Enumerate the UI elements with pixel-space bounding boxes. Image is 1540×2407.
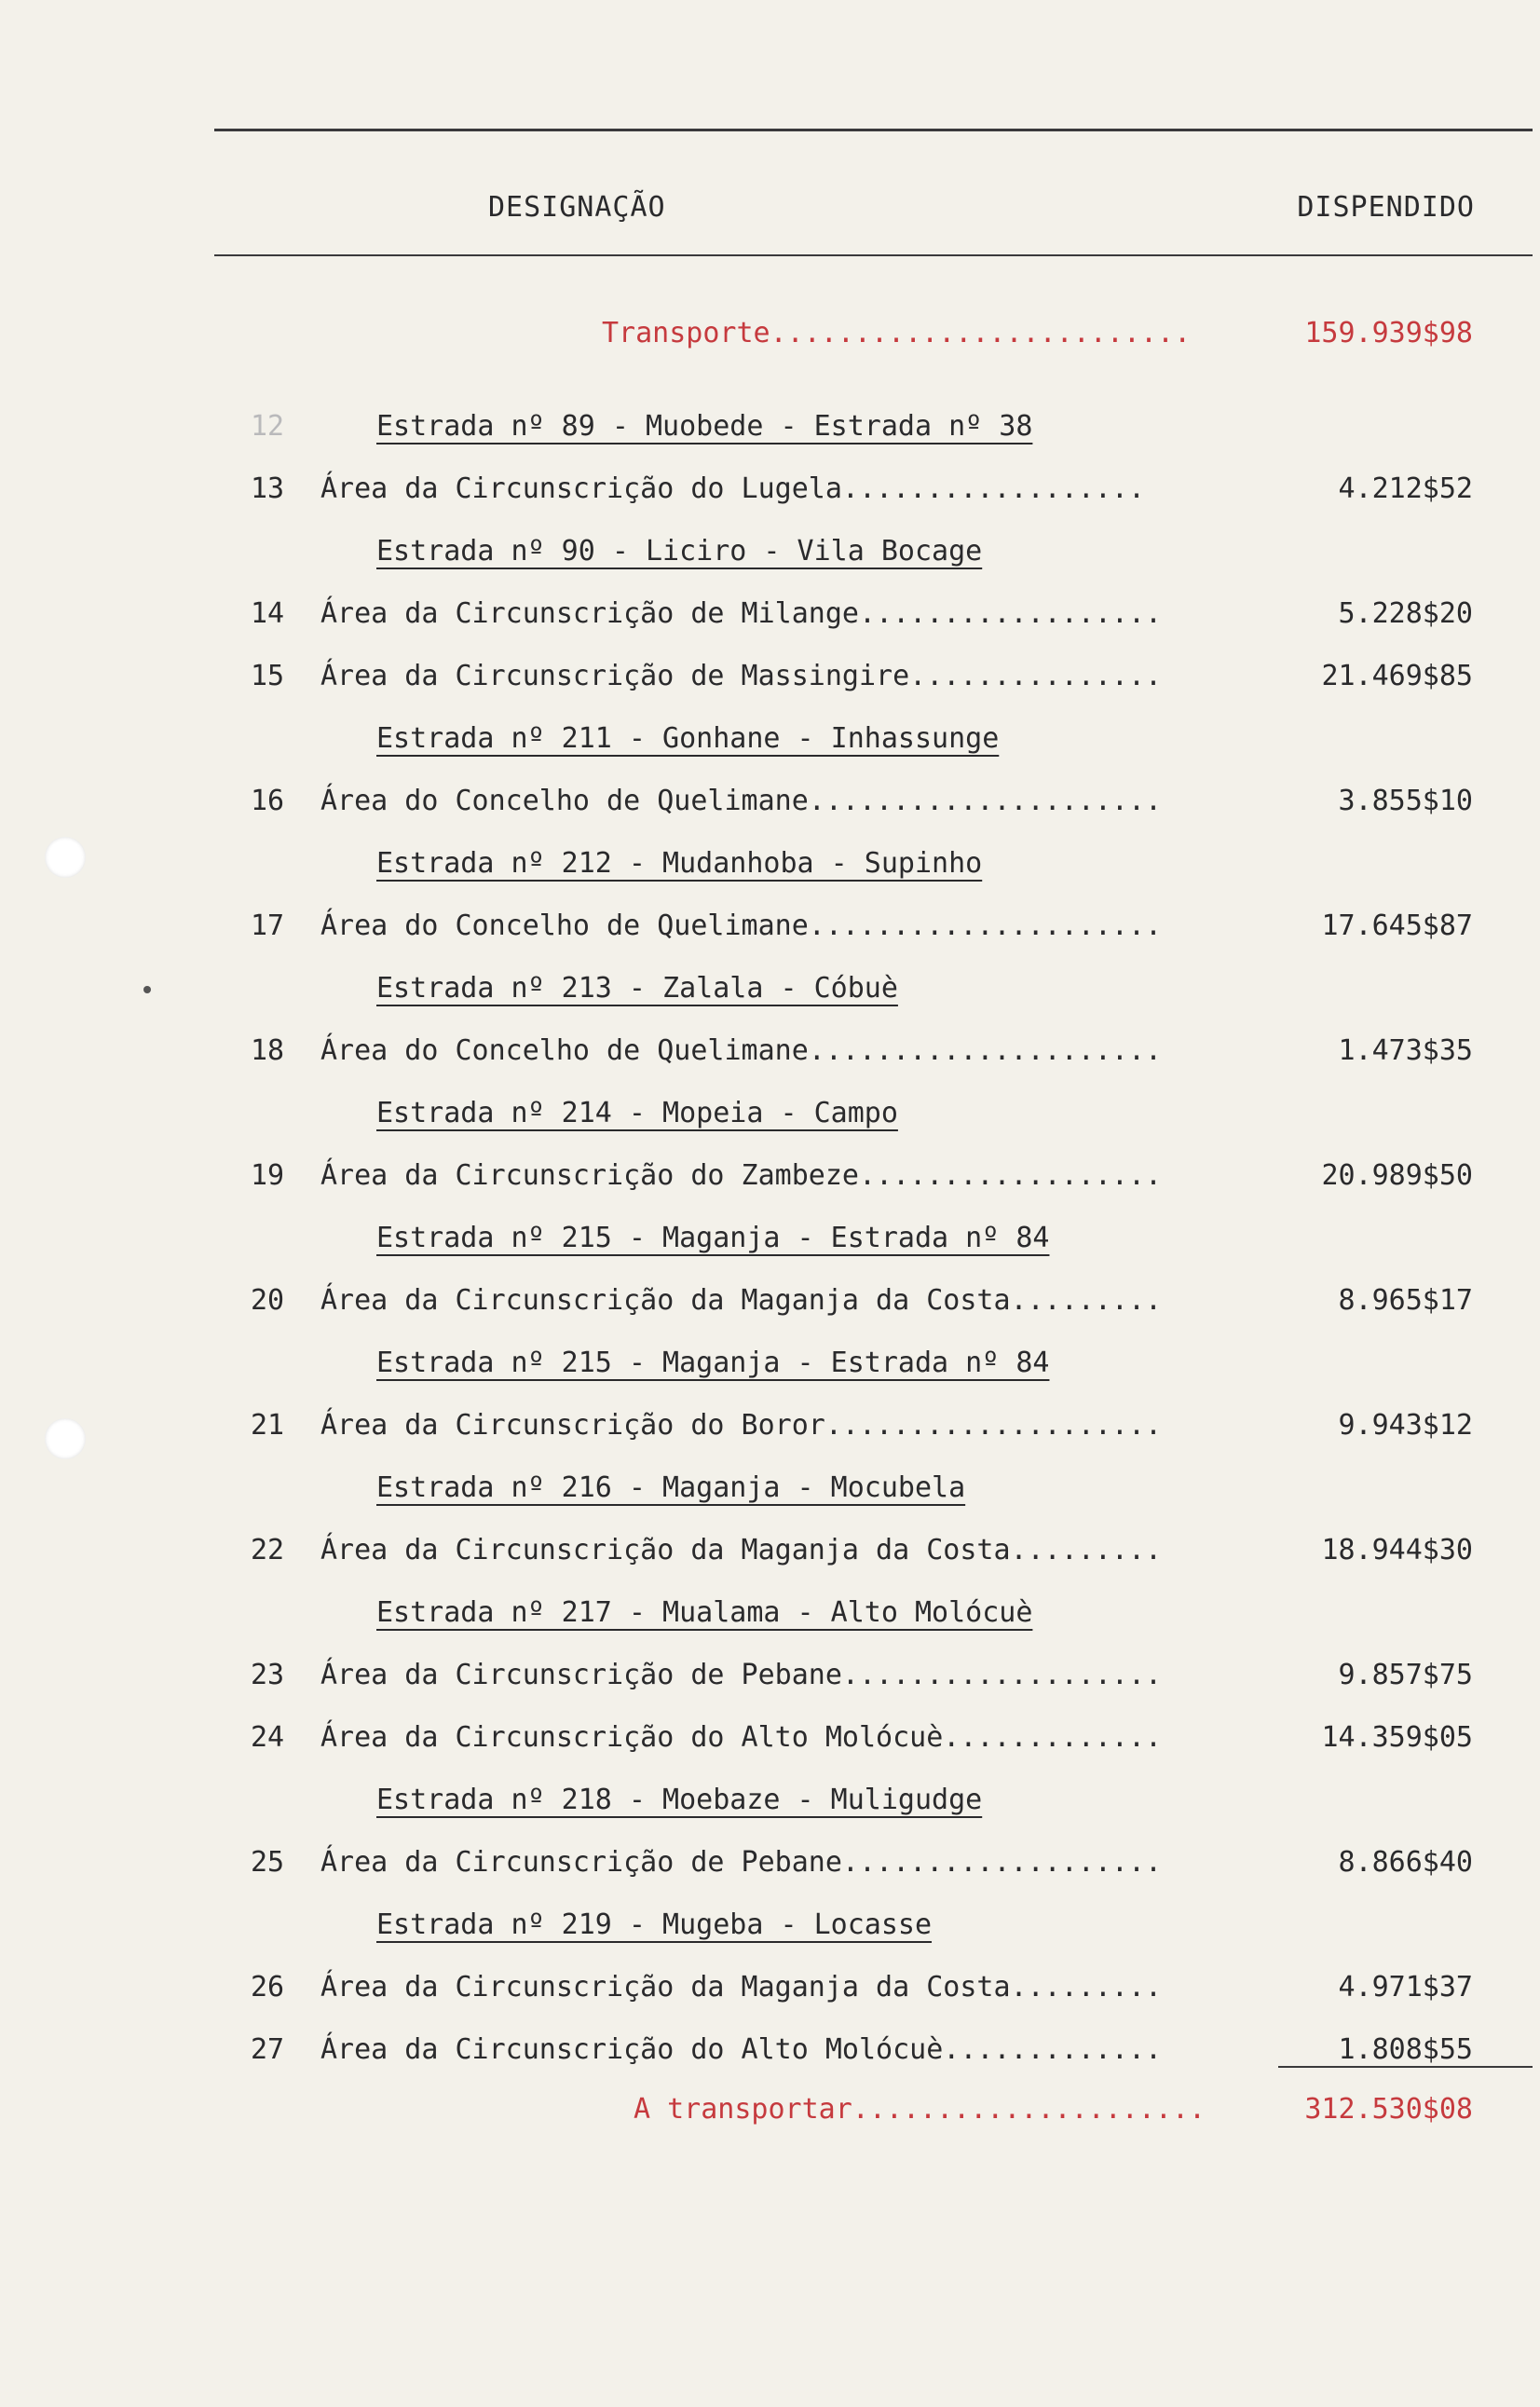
row-description: Área da Circunscrição da Maganja da Costa......... [320,1284,1163,1317]
row-amount: 21.469$85 [1321,660,1473,692]
row-number: 22 [250,1534,285,1566]
row-number: 20 [250,1284,285,1317]
row-description: Área da Circunscrição do Boror.................... [320,1409,1163,1442]
row-amount: 20.989$50 [1321,1159,1473,1192]
road-heading: Estrada nº 218 - Moebaze - Muligudge [376,1784,983,1816]
row-description: Área da Circunscrição de Milange.................. [320,597,1163,630]
row-amount: 5.228$20 [1338,597,1473,630]
header-rule [214,254,1533,256]
row-amount: 1.473$35 [1338,1034,1473,1067]
row-description: Área da Circunscrição da Maganja da Costa......... [320,1534,1163,1566]
carried-out-label: A transportar..................... [634,2093,1206,2126]
row-description: Área da Circunscrição de Pebane................... [320,1846,1163,1879]
road-heading: Estrada nº 213 - Zalala - Cóbuè [376,972,898,1005]
road-heading: Estrada nº 219 - Mugeba - Locasse [376,1908,933,1941]
row-amount: 9.857$75 [1338,1659,1473,1691]
row-number: 16 [250,785,285,817]
row-description: Área da Circunscrição do Zambeze.................. [320,1159,1163,1192]
ink-speck [143,986,151,993]
row-description: Área da Circunscrição do Lugela.................. [320,472,1146,505]
row-description: Área da Circunscrição de Pebane................... [320,1659,1163,1691]
row-number: 14 [250,597,285,630]
row-number: 25 [250,1846,285,1879]
top-rule [214,129,1533,131]
carried-out-amount: 312.530$08 [1304,2093,1473,2126]
row-amount: 14.359$05 [1321,1721,1473,1754]
row-amount: 9.943$12 [1338,1409,1473,1442]
row-number: 17 [250,909,285,942]
total-rule [1278,2066,1533,2068]
row-description: Área do Concelho de Quelimane..................... [320,1034,1163,1067]
row-description: Área do Concelho de Quelimane..................... [320,785,1163,817]
punch-hole-lower [45,1418,86,1459]
row-number-faint: 12 [250,410,285,443]
road-heading: Estrada nº 90 - Liciro - Vila Bocage [376,535,983,568]
row-number: 19 [250,1159,285,1192]
carried-in-amount: 159.939$98 [1304,317,1473,349]
header-dispendido: DISPENDIDO [1297,191,1475,224]
road-heading: Estrada nº 215 - Maganja - Estrada nº 84 [376,1222,1050,1254]
row-number: 15 [250,660,285,692]
road-heading: Estrada nº 211 - Gonhane - Inhassunge [376,722,1000,755]
row-amount: 8.866$40 [1338,1846,1473,1879]
row-amount: 4.212$52 [1338,472,1473,505]
row-number: 24 [250,1721,285,1754]
carried-in-label: Transporte......................... [602,317,1192,349]
row-number: 18 [250,1034,285,1067]
row-description: Área da Circunscrição da Maganja da Costa......... [320,1971,1163,2004]
road-heading: Estrada nº 215 - Maganja - Estrada nº 84 [376,1347,1050,1379]
header-designacao: DESIGNAÇÃO [488,191,666,224]
road-heading: Estrada nº 214 - Mopeia - Campo [376,1097,898,1129]
row-amount: 4.971$37 [1338,1971,1473,2004]
row-description: Área da Circunscrição do Alto Molócuè............. [320,1721,1163,1754]
row-number: 23 [250,1659,285,1691]
road-heading: Estrada nº 216 - Maganja - Mocubela [376,1471,966,1504]
row-number: 26 [250,1971,285,2004]
row-amount: 3.855$10 [1338,785,1473,817]
row-amount: 1.808$55 [1338,2033,1473,2066]
row-amount: 8.965$17 [1338,1284,1473,1317]
row-description: Área da Circunscrição de Massingire............... [320,660,1163,692]
road-heading: Estrada nº 89 - Muobede - Estrada nº 38 [376,410,1033,443]
row-amount: 17.645$87 [1321,909,1473,942]
row-number: 21 [250,1409,285,1442]
row-description: Área da Circunscrição do Alto Molócuè............. [320,2033,1163,2066]
row-number: 27 [250,2033,285,2066]
row-description: Área do Concelho de Quelimane..................... [320,909,1163,942]
row-number: 13 [250,472,285,505]
road-heading: Estrada nº 212 - Mudanhoba - Supinho [376,847,983,880]
punch-hole-upper [45,837,86,878]
row-amount: 18.944$30 [1321,1534,1473,1566]
road-heading: Estrada nº 217 - Mualama - Alto Molócuè [376,1596,1033,1629]
